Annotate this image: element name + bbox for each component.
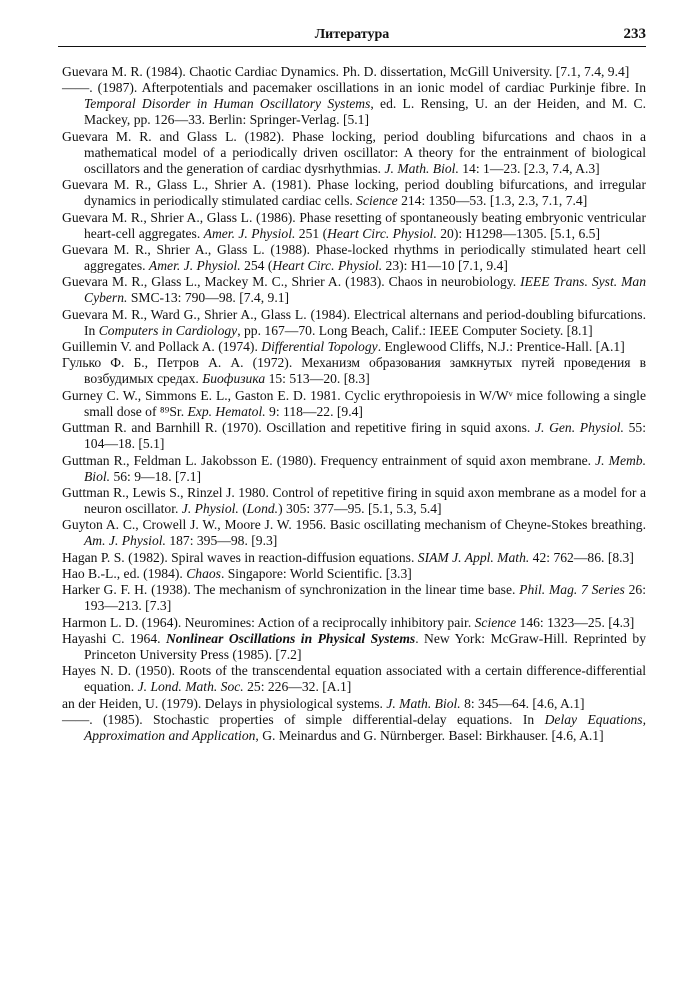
reference-text: Guevara M. R., Glass L., Mackey M. C., Shrier A. (1983). Chaos in neurobiology. <box>62 274 521 290</box>
reference-text: Harker G. F. H. (1938). The mechanism of synchronization in the linear time base. <box>62 582 520 598</box>
running-header <box>58 24 646 47</box>
reference-entry <box>62 307 646 339</box>
reference-text: 251 ( <box>295 225 328 241</box>
reference-italic-text: Temporal Disorder in Human Oscillatory Systems <box>84 96 371 112</box>
reference-italic-text: Lond. <box>246 500 279 516</box>
reference-list <box>62 64 646 744</box>
reference-entry <box>62 631 646 663</box>
reference-italic-text: J. Physiol. <box>181 500 239 516</box>
reference-italic-text: Heart Circ. Physiol. <box>327 225 437 241</box>
reference-text: 254 ( <box>240 258 273 274</box>
reference-text: Guevara M. R., Shrier A., Glass L. (1986). Phase resetting of spontaneously beating embryonic ventricular heart-cell aggregates. <box>62 209 646 241</box>
reference-entry <box>62 453 646 485</box>
reference-text: Guttman R., Lewis S., Rinzel J. 1980. Control of repetitive firing in squid axon membrane as a model for a neuron oscillator. <box>62 484 646 516</box>
reference-italic-text: Differential Topology <box>261 339 378 355</box>
reference-text: Hagan P. S. (1982). Spiral waves in reaction-diffusion equations. <box>62 549 418 565</box>
reference-entry <box>62 485 646 517</box>
reference-entry <box>62 517 646 549</box>
reference-text: Hao B.-L., ed. (1984). <box>62 565 187 581</box>
reference-text: ) 305: 377—95. [5.1, 5.3, 5.4] <box>278 500 442 516</box>
reference-entry <box>62 242 646 274</box>
page-title: Литература <box>314 27 390 42</box>
reference-entry <box>62 355 646 387</box>
reference-text: 187: 395—98. [9.3] <box>165 533 278 549</box>
reference-text: 14: 1—23. [2.3, 7.4, A.3] <box>458 160 600 176</box>
reference-text: Guyton A. C., Crowell J. W., Moore J. W. 1956. Basic oscillating mechanism of Cheyne-Stokes breathing. <box>62 517 646 533</box>
reference-text: 56: 9—18. [7.1] <box>110 468 202 484</box>
reference-text: . Englewood Cliffs, N.J.: Prentice-Hall. [A.1] <box>377 339 625 355</box>
reference-text: ——. (1987). Afterpotentials and pacemaker oscillations in an ionic model of cardiac Purkinje fibre. In <box>62 80 646 96</box>
reference-text: Guevara M. R., Ward G., Shrier A., Glass L. (1984). Electrical alternans and period-doubling bifurcations. In <box>62 306 646 338</box>
reference-italic-text: Amer. J. Physiol. <box>148 258 241 274</box>
reference-text: 25: 226—32. [A.1] <box>243 679 352 695</box>
reference-text: ( <box>238 500 247 516</box>
reference-italic-text: Nonlinear Oscillations in Physical Systems <box>165 630 416 646</box>
reference-text: 55: 104—18. [5.1] <box>84 420 647 452</box>
reference-text: 9: 118—22. [9.4] <box>265 403 363 419</box>
reference-entry <box>62 210 646 242</box>
reference-entry <box>62 64 646 80</box>
reference-entry <box>62 566 646 582</box>
reference-text: Guevara M. R. and Glass L. (1982). Phase locking, period doubling bifurcations and chaos in a mathematical model of a periodically driven oscillator: A theory for the entrainment of biological oscillators and the generation of cardiac dysrhythmias. <box>62 128 646 176</box>
reference-text: Harmon L. D. (1964). Neuromines: Action of a reciprocally inhibitory pair. <box>62 614 475 630</box>
reference-text: Gurney C. W., Simmons E. L., Gaston E. D. 1981. Cyclic erythropoiesis in W/Wᵛ mice following a single small dose of ⁸⁹Sr. <box>62 387 646 419</box>
reference-entry <box>62 274 646 306</box>
reference-text: Guttman R., Feldman L. Jakobsson E. (1980). Frequency entrainment of squid axon membrane. <box>62 452 596 468</box>
reference-text: 26: 193—213. [7.3] <box>84 582 646 614</box>
reference-text: 8: 345—64. [4.6, A.1] <box>460 695 585 711</box>
reference-italic-text: Chaos <box>186 565 221 581</box>
reference-italic-text: Science <box>474 614 517 630</box>
reference-italic-text: Heart Circ. Physiol. <box>272 258 383 274</box>
reference-italic-text: Phil. Mag. 7 Series <box>519 582 625 598</box>
reference-text: 214: 1350—53. [1.3, 2.3, 7.1, 7.4] <box>397 193 588 209</box>
reference-text: Guevara M. R., Glass L., Shrier A. (1981). Phase locking, period doubling bifurcations, and irregular dynamics in periodically stimulated cardiac cells. <box>62 177 646 209</box>
reference-italic-text: SIAM J. Appl. Math. <box>417 549 530 565</box>
reference-italic-text: J. Gen. Physiol. <box>534 420 624 436</box>
reference-italic-text: J. Memb. Biol. <box>84 452 646 484</box>
reference-text: Guttman R. and Barnhill R. (1970). Oscillation and repetitive firing in squid axons. <box>62 420 535 436</box>
reference-entry <box>62 615 646 631</box>
reference-entry <box>62 80 646 128</box>
reference-entry <box>62 388 646 420</box>
reference-text: Гулько Ф. Б., Петров А. А. (1972). Механизм образования замкнутых путей проведения в возбудимых средах. <box>62 355 646 387</box>
reference-text: 146: 1323—25. [4.3] <box>516 614 635 630</box>
reference-text: Guillemin V. and Pollack A. (1974). <box>62 339 262 355</box>
reference-italic-text: Delay Equations, Approximation and Application <box>84 711 646 743</box>
reference-text: Hayashi C. 1964. <box>62 630 166 646</box>
reference-italic-text: Computers in Cardiology <box>98 322 238 338</box>
reference-entry <box>62 339 646 355</box>
reference-entry <box>62 420 646 452</box>
reference-text: SMC-13: 790—98. [7.4, 9.1] <box>127 290 290 306</box>
reference-entry <box>62 550 646 566</box>
reference-text: 20): H1298—1305. [5.1, 6.5] <box>436 225 600 241</box>
reference-entry <box>62 129 646 177</box>
reference-text: , pp. 167—70. Long Beach, Calif.: IEEE Computer Society. [8.1] <box>237 322 593 338</box>
reference-text: 15: 513—20. [8.3] <box>265 371 370 387</box>
reference-text: an der Heiden, U. (1979). Delays in physiological systems. <box>62 695 387 711</box>
page-number: 233 <box>623 26 646 42</box>
reference-text: Guevara M. R. (1984). Chaotic Cardiac Dynamics. Ph. D. dissertation, McGill University. [7.1, 7.4, 9.4] <box>62 64 630 79</box>
reference-italic-text: Science <box>356 193 398 209</box>
reference-text: Guevara M. R., Shrier A., Glass L. (1988). Phase-locked rhythms in periodically stimulated heart cell aggregates. <box>62 241 646 274</box>
reference-entry <box>62 663 646 695</box>
reference-italic-text: J. Lond. Math. Soc. <box>137 679 244 695</box>
reference-entry <box>62 582 646 614</box>
reference-text: , ed. L. Rensing, U. an der Heiden, and M. C. Mackey, pp. 126—33. Berlin: Springer-Verlag. [5.1] <box>84 96 646 128</box>
reference-italic-text: Am. J. Physiol. <box>84 533 166 549</box>
reference-entry <box>62 177 646 209</box>
reference-italic-text: Exp. Hematol. <box>187 403 266 419</box>
reference-text: 23): H1—10 [7.1, 9.4] <box>382 258 508 274</box>
reference-italic-text: J. Math. Biol. <box>386 695 461 711</box>
reference-italic-text: Биофизика <box>202 371 266 387</box>
reference-text: . New York: McGraw-Hill. Reprinted by Princeton University Press (1985). [7.2] <box>84 630 646 662</box>
reference-text: 42: 762—86. [8.3] <box>529 549 634 565</box>
reference-text: Hayes N. D. (1950). Roots of the transcendental equation associated with a certain difference-differential equation. <box>62 663 646 695</box>
reference-entry <box>62 712 646 744</box>
reference-entry <box>62 696 646 712</box>
reference-text: ——. (1985). Stochastic properties of simple differential-delay equations. In <box>62 711 545 727</box>
reference-text: . Singapore: World Scientific. [3.3] <box>220 565 412 581</box>
reference-italic-text: J. Math. Biol. <box>384 160 459 176</box>
reference-text: , G. Meinardus and G. Nürnberger. Basel: Birkhauser. [4.6, A.1] <box>255 727 604 743</box>
reference-italic-text: IEEE Trans. Syst. Man Cybern. <box>84 274 646 306</box>
reference-italic-text: Amer. J. Physiol. <box>203 225 296 241</box>
